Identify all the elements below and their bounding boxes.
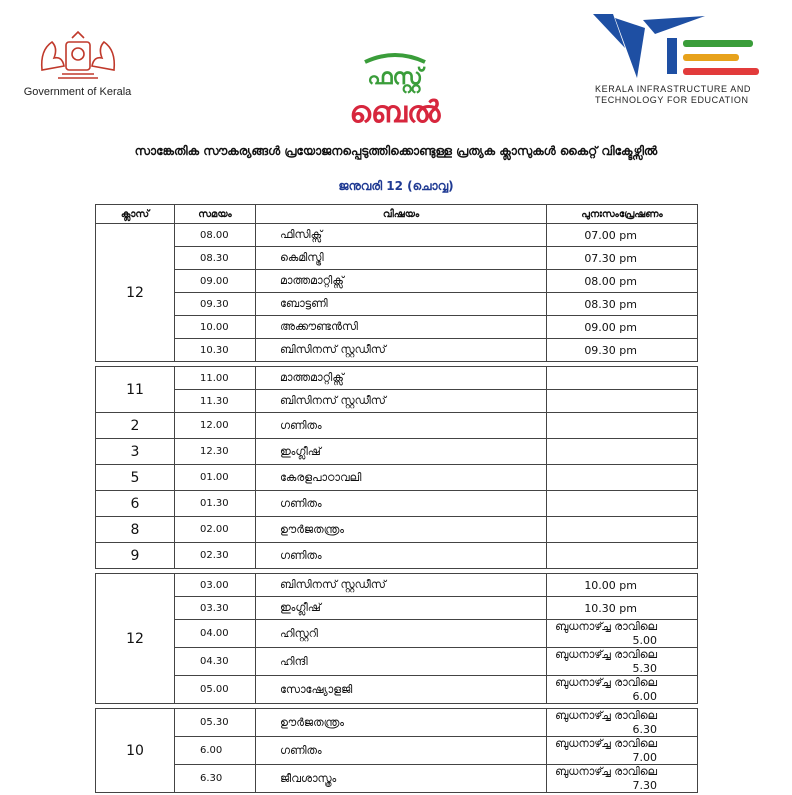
- time-cell: 6.00: [175, 737, 256, 765]
- col-header-rebroadcast: പുനഃസംപ്രേഷണം: [547, 205, 698, 224]
- rebroadcast-cell: [547, 390, 698, 413]
- subject-cell: ഊർജതന്ത്രം: [256, 709, 547, 737]
- page-title: സാങ്കേതിക സൗകര്യങ്ങൾ പ്രയോജനപ്പെടുത്തിക്കൊണ്ടുള്ള പ്രത്യക ക്ലാസുകൾ കൈറ്റ് വിക്ടേഴ്സിൽ: [134, 144, 658, 158]
- class-cell: 12: [96, 224, 175, 362]
- kerala-emblem-icon: [32, 30, 124, 80]
- col-header-class: ക്ലാസ്: [96, 205, 175, 224]
- table-row: [96, 597, 698, 620]
- subject-cell: മാത്തമാറ്റിക്സ്: [256, 367, 547, 390]
- time-cell: 03.30: [175, 597, 256, 620]
- table-row: [96, 491, 698, 517]
- table-row: [96, 737, 698, 765]
- time-cell: 11.30: [175, 390, 256, 413]
- time-cell: 05.00: [175, 676, 256, 704]
- class-cell: 5: [96, 465, 175, 491]
- subject-cell: കേരളപാഠാവലി: [256, 465, 547, 491]
- rebroadcast-cell: ബുധനാഴ്ച്ച രാവിലെ 7.30: [547, 765, 698, 793]
- rebroadcast-cell: ബുധനാഴ്ച്ച രാവിലെ 7.00: [547, 737, 698, 765]
- class-cell: 10: [96, 709, 175, 793]
- table-row: [96, 316, 698, 339]
- subject-cell: സോഷ്യോളജി: [256, 676, 547, 704]
- rebroadcast-cell: [547, 491, 698, 517]
- rebroadcast-cell: 09.30 pm: [547, 339, 698, 362]
- schedule-table: [95, 204, 698, 793]
- table-row: [96, 648, 698, 676]
- subject-cell: ഗണിതം: [256, 543, 547, 569]
- subject-cell: ബിസിനസ് സ്റ്റഡീസ്: [256, 574, 547, 597]
- table-row: [96, 270, 698, 293]
- time-cell: 10.30: [175, 339, 256, 362]
- subject-cell: ഹിന്ദി: [256, 648, 547, 676]
- table-row: [96, 465, 698, 491]
- subject-cell: അക്കൗണ്ടൻസി: [256, 316, 547, 339]
- subject-cell: ഗണിതം: [256, 737, 547, 765]
- rebroadcast-cell: 09.00 pm: [547, 316, 698, 339]
- time-cell: 04.00: [175, 620, 256, 648]
- rebroadcast-cell: ബുധനാഴ്ച്ച രാവിലെ 6.00: [547, 676, 698, 704]
- table-row: [96, 517, 698, 543]
- class-cell: 12: [96, 574, 175, 704]
- subject-cell: മാത്തമാറ്റിക്സ്: [256, 270, 547, 293]
- time-cell: 11.00: [175, 367, 256, 390]
- time-cell: 05.30: [175, 709, 256, 737]
- class-cell: 6: [96, 491, 175, 517]
- rebroadcast-cell: 10.30 pm: [547, 597, 698, 620]
- rebroadcast-cell: 07.30 pm: [547, 247, 698, 270]
- table-row: [96, 620, 698, 648]
- time-cell: 08.00: [175, 224, 256, 247]
- brand-mark-line2: ബെൽ: [349, 95, 441, 130]
- kite-org-name: KERALA INFRASTRUCTURE AND TECHNOLOGY FOR EDUCATION: [595, 84, 752, 105]
- time-cell: 09.00: [175, 270, 256, 293]
- table-row: [96, 765, 698, 793]
- gov-label: Government of Kerala: [23, 86, 132, 98]
- time-cell: 02.30: [175, 543, 256, 569]
- table-row: [96, 543, 698, 569]
- rebroadcast-cell: [547, 367, 698, 390]
- rebroadcast-cell: ബുധനാഴ്ച്ച രാവിലെ 6.30: [547, 709, 698, 737]
- brand-mark-line1: ഫസ്റ്റ്: [367, 65, 423, 90]
- table-row: [96, 247, 698, 270]
- rebroadcast-cell: 10.00 pm: [547, 574, 698, 597]
- subject-cell: കെമിസ്ട്രി: [256, 247, 547, 270]
- rebroadcast-cell: 08.30 pm: [547, 293, 698, 316]
- subject-cell: ബിസിനസ് സ്റ്റഡീസ്: [256, 390, 547, 413]
- time-cell: 6.30: [175, 765, 256, 793]
- time-cell: 08.30: [175, 247, 256, 270]
- table-row: [96, 339, 698, 362]
- rebroadcast-cell: ബുധനാഴ്ച്ച രാവിലെ 5.30: [547, 648, 698, 676]
- class-cell: 3: [96, 439, 175, 465]
- class-cell: 11: [96, 367, 175, 413]
- time-cell: 04.30: [175, 648, 256, 676]
- subject-cell: ഹിസ്റ്ററി: [256, 620, 547, 648]
- time-cell: 10.00: [175, 316, 256, 339]
- subject-cell: ജീവശാസ്ത്രം: [256, 765, 547, 793]
- subject-cell: ഇംഗ്ലീഷ്: [256, 597, 547, 620]
- table-row: [96, 413, 698, 439]
- gov-kerala-logo: [10, 30, 145, 98]
- time-cell: 12.30: [175, 439, 256, 465]
- time-cell: 01.30: [175, 491, 256, 517]
- class-cell: 2: [96, 413, 175, 439]
- rebroadcast-cell: 08.00 pm: [547, 270, 698, 293]
- col-header-time: സമയം: [175, 205, 256, 224]
- table-row: [96, 709, 698, 737]
- rebroadcast-cell: [547, 439, 698, 465]
- rebroadcast-cell: [547, 517, 698, 543]
- subject-cell: ഗണിതം: [256, 491, 547, 517]
- subject-cell: ബിസിനസ് സ്റ്റഡീസ്: [256, 339, 547, 362]
- table-row: [96, 224, 698, 247]
- rebroadcast-cell: [547, 465, 698, 491]
- subject-cell: ഫിസിക്സ്: [256, 224, 547, 247]
- rebroadcast-cell: 07.00 pm: [547, 224, 698, 247]
- table-row: [96, 367, 698, 390]
- table-row: [96, 574, 698, 597]
- table-row: [96, 390, 698, 413]
- time-cell: 01.00: [175, 465, 256, 491]
- time-cell: 12.00: [175, 413, 256, 439]
- class-cell: 9: [96, 543, 175, 569]
- rebroadcast-cell: ബുധനാഴ്ച്ച രാവിലെ 5.00: [547, 620, 698, 648]
- subject-cell: ഇംഗ്ലീഷ്: [256, 439, 547, 465]
- table-row: [96, 293, 698, 316]
- col-header-subject: വിഷയം: [256, 205, 547, 224]
- rebroadcast-cell: [547, 543, 698, 569]
- time-cell: 09.30: [175, 293, 256, 316]
- subject-cell: ഊർജതന്ത്രം: [256, 517, 547, 543]
- subject-cell: ബോട്ടണി: [256, 293, 547, 316]
- time-cell: 02.00: [175, 517, 256, 543]
- table-header-row: [96, 205, 698, 224]
- subject-cell: ഗണിതം: [256, 413, 547, 439]
- table-row: [96, 439, 698, 465]
- first-bell-logo: [335, 52, 455, 138]
- class-cell: 8: [96, 517, 175, 543]
- schedule-date: ജനുവരി 12 (ചൊവ്വ): [338, 179, 454, 193]
- table-row: [96, 676, 698, 704]
- time-cell: 03.00: [175, 574, 256, 597]
- rebroadcast-cell: [547, 413, 698, 439]
